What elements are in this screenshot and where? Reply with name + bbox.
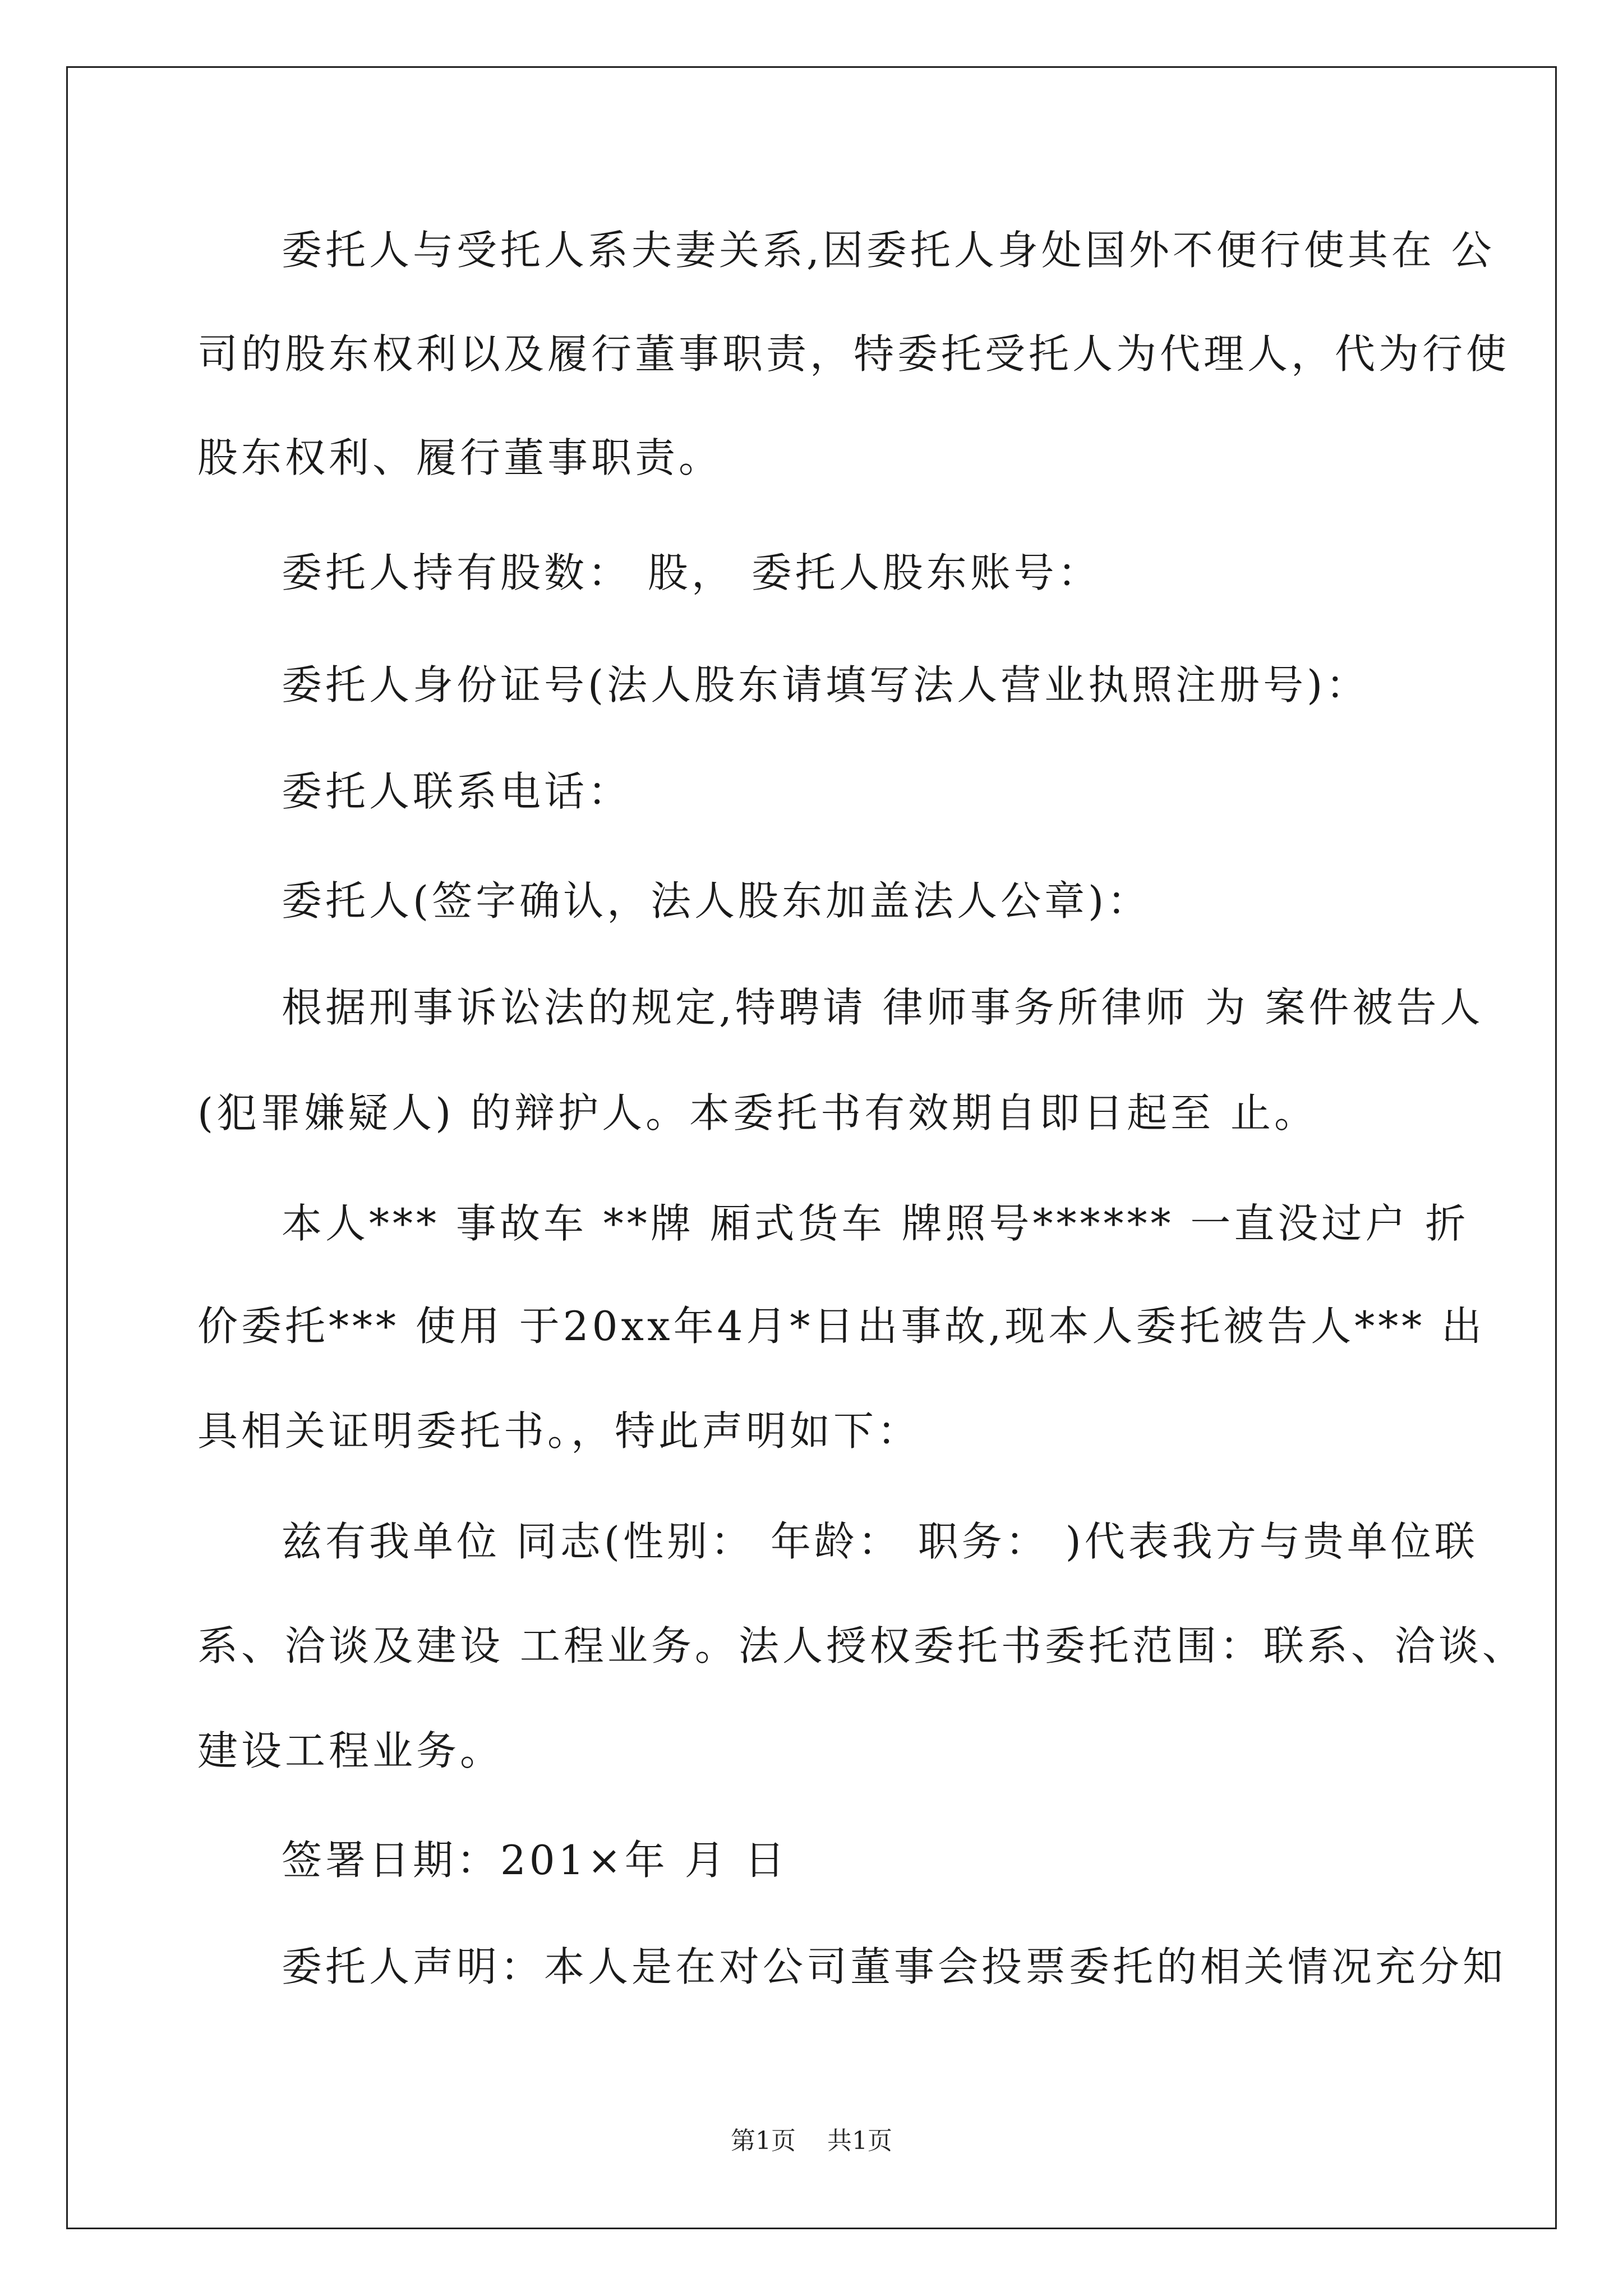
- paragraph-line: 司的股东权利以及履行董事职责，特委托受托人为代理人，代为行使: [197, 330, 1510, 378]
- paragraph-line: 委托人声明：本人是在对公司董事会投票委托的相关情况充分知: [282, 1943, 1507, 1990]
- paragraph-line: 委托人联系电话：: [282, 768, 632, 815]
- page-border: [66, 66, 1557, 2229]
- page-number: 第1页: [731, 2127, 796, 2155]
- page-footer: [0, 2120, 1623, 2156]
- page-total: 共1页: [827, 2127, 892, 2155]
- paragraph-line: 委托人(签字确认，法人股东加盖法人公章)：: [282, 877, 1151, 924]
- paragraph-line: 具相关证明委托书。，特此声明如下：: [197, 1407, 921, 1455]
- paragraph-line: (犯罪嫌疑人) 的辩护人。本委托书有效期自即日起至 止。: [197, 1089, 1318, 1137]
- paragraph-line: 系、洽谈及建设 工程业务。法人授权委托书委托范围：联系、洽谈、: [197, 1622, 1526, 1669]
- paragraph-line: 股东权利、履行董事职责。: [197, 434, 723, 481]
- paragraph-line: 委托人持有股数： 股， 委托人股东账号：: [282, 549, 1101, 596]
- paragraph-line: 委托人与受托人系夫妻关系,因委托人身处国外不便行使其在 公: [282, 227, 1495, 274]
- paragraph-line: 本人*** 事故车 **牌 厢式货车 牌照号****** 一直没过户 折: [282, 1200, 1469, 1247]
- paragraph-line: 签署日期：201×年 月 日: [282, 1837, 789, 1884]
- paragraph-line: 根据刑事诉讼法的规定,特聘请 律师事务所律师 为 案件被告人: [282, 984, 1484, 1031]
- paragraph-line: 兹有我单位 同志(性别： 年龄： 职务： )代表我方与贵单位联: [282, 1518, 1478, 1565]
- paragraph-line: 委托人身份证号(法人股东请填写法人营业执照注册号)：: [282, 661, 1370, 708]
- paragraph-line: 建设工程业务。: [197, 1727, 504, 1774]
- paragraph-line: 价委托*** 使用 于20xx年4月*日出事故,现本人委托被告人*** 出: [197, 1303, 1486, 1350]
